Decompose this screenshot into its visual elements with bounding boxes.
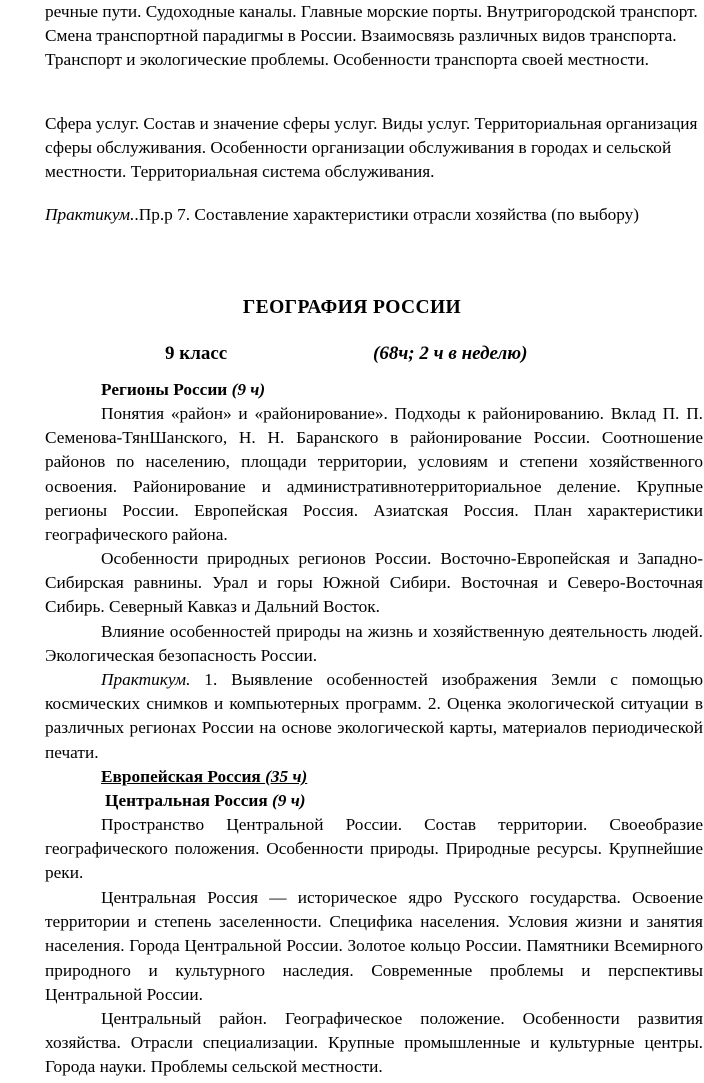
- regions-heading-hours: (9 ч): [231, 380, 266, 399]
- regions-heading-text: Регионы России: [101, 380, 232, 399]
- central-heading: [105, 789, 306, 813]
- practicum-text: .Пр.р 7. Составление характеристики отрасли хозяйства (по выбору): [134, 205, 640, 224]
- central-paragraph-3: Центральный район. Географическое положение. Особенности развития хозяйства. Отрасли специализации. Крупные промышленные и культурные центры. Города науки. Проблемы сельской местности.: [45, 1009, 703, 1077]
- regions-paragraph-1: Понятия «район» и «районирование». Подходы к районированию. Вклад П. П. Семенова-ТянШанского, Н. Н. Баранского в районирование России. Соотношение районов по населению, площади территории, условиям и степени хозяйственного освоения. Районирование и административнотерриториальное деление. Крупные регионы России. Европейская Россия. Азиатская Россия. План характеристики географического района.: [45, 404, 703, 545]
- european-heading: [101, 765, 307, 789]
- central-paragraph-1: Пространство Центральной России. Состав территории. Своеобразие географического положения. Особенности природы. Природные ресурсы. Крупнейшие реки.: [45, 815, 703, 883]
- european-heading-hours: (35 ч): [265, 767, 308, 786]
- services-paragraph: Сфера услуг. Состав и значение сферы услуг. Виды услуг. Территориальная организация сферы обслуживания. Особенности организации обслуживания в городах и сельской местности. Территориальная система обслуживания.: [45, 114, 698, 182]
- regions-practicum-label: Практикум.: [101, 670, 191, 689]
- grade-label: 9 класс: [165, 343, 228, 364]
- regions-practicum: [45, 668, 703, 765]
- central-paragraph-2: Центральная Россия — историческое ядро Русского государства. Освоение территории и степень заселенности. Специфика населения. Условия жизни и занятия населения. Города Центральной России. Золотое кольцо России. Памятники Всемирного природного и культурного наследия. Современные проблемы и перспективы Центральной России.: [45, 888, 703, 1004]
- page-title: ГЕОГРАФИЯ РОССИИ: [242, 297, 462, 318]
- regions-heading: [101, 378, 265, 402]
- hours-label: (68ч; 2 ч в неделю): [373, 343, 528, 364]
- central-heading-hours: (9 ч): [272, 791, 306, 810]
- practicum-line: [45, 203, 703, 227]
- transport-paragraph: речные пути. Судоходные каналы. Главные морские порты. Внутригородской транспорт. Смена транспортной парадигмы в России. Взаимосвязь различных видов транспорта. Транспорт и экологические проблемы. Особенности транспорта своей местности.: [45, 2, 698, 70]
- european-heading-text: Европейская Россия: [101, 767, 266, 786]
- regions-paragraph-2: Особенности природных регионов России. Восточно-Европейская и Западно-Сибирская равнины. Урал и горы Южной Сибири. Восточная и Северо-Восточная Сибирь. Северный Кавказ и Дальний Восток.: [45, 549, 703, 617]
- regions-paragraph-3: Влияние особенностей природы на жизнь и хозяйственную деятельность людей. Экологическая безопасность России.: [45, 622, 703, 666]
- central-heading-text: Центральная Россия: [105, 791, 273, 810]
- regions-practicum-text: 1. Выявление особенностей изображения Земли с помощью космических снимков и компьютерных программ. 2. Оценка экологической ситуации в различных регионах России на основе экологической карты, материалов периодической печати.: [45, 670, 703, 762]
- practicum-label: Практикум.: [45, 205, 135, 224]
